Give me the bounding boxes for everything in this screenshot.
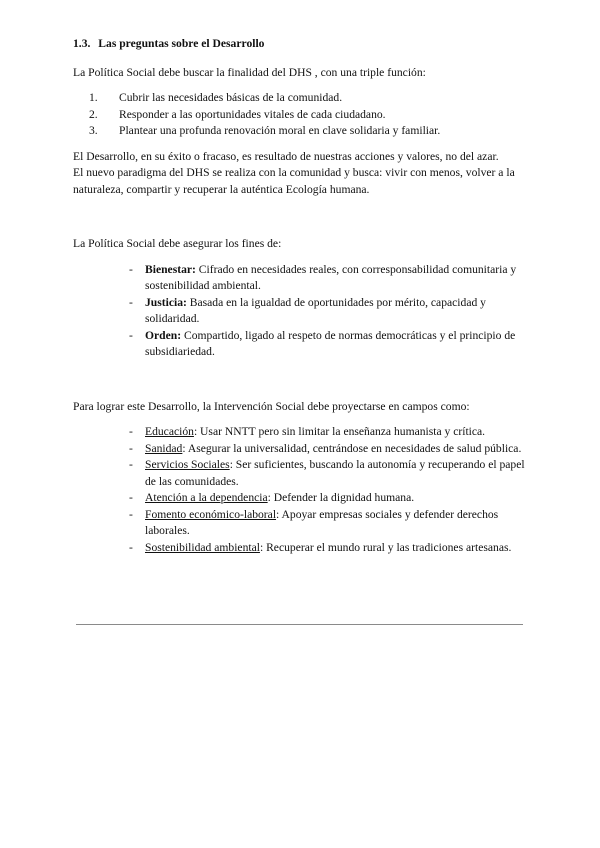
development-paragraph [73,149,528,199]
list-term: Educación [145,425,194,438]
section-heading [73,36,528,53]
section-title: Las preguntas sobre el Desarrollo [98,37,265,50]
list-item-text: : Defender la dignidad humana. [267,491,415,504]
list-item [129,457,528,490]
list-item-text: Responder a las oportunidades vitales de cada ciudadano. [119,107,386,121]
dash-bullet: - [129,458,133,471]
list-item-text: : Ser suficientes, buscando la autonomía y recuperando el papel de las comunidades. [145,458,525,488]
dash-bullet: - [129,328,133,342]
list-item [89,123,528,140]
list-item-text: Basada en la igualdad de oportunidades por mérito, capacidad y solidaridad. [145,295,486,325]
list-term: Sanidad [145,441,183,455]
list-item [129,540,528,557]
ends-intro: La Política Social debe asegurar los fines de: [73,237,282,250]
list-item-text: : Apoyar empresas sociales y defender derechos laborales. [145,507,499,537]
intro-paragraph: La Política Social debe buscar la finalidad del DHS , con una triple función: [73,65,426,79]
list-item [129,295,528,328]
list-item [129,507,528,540]
ends-list [73,262,528,361]
list-item [129,328,528,361]
list-number: 1. [89,91,98,104]
section-number: 1.3. [73,37,91,50]
dash-bullet: - [129,540,133,554]
fields-intro: Para lograr este Desarrollo, la Intervención Social debe proyectarse en campos como: [73,399,470,413]
list-item [129,262,528,295]
dash-bullet: - [129,491,133,504]
list-term: Fomento económico-laboral [145,507,277,521]
list-term: Bienestar: [145,262,196,276]
list-term: Justicia: [145,295,187,309]
list-item [89,107,528,124]
list-item-text: Plantear una profunda renovación moral en clave solidaria y familiar. [119,124,441,137]
list-term: Servicios Sociales [145,458,230,471]
fields-list [73,424,528,556]
dash-bullet: - [129,507,133,521]
dash-bullet: - [129,262,133,276]
list-term: Atención a la dependencia [145,491,268,504]
list-number: 2. [89,107,98,121]
paragraph-line: El nuevo paradigma del DHS se realiza con la comunidad y busca: vivir con menos, volver a la naturaleza, compartir y recuperar la auténtica Ecología humana. [73,166,515,196]
list-item [129,424,528,441]
list-item-text: : Asegurar la universalidad, centrándose en necesidades de salud pública. [182,441,522,455]
list-item-text: Cifrado en necesidades reales, con corresponsabilidad comunitaria y sostenibilidad ambiental. [145,262,517,292]
list-term: Orden: [145,328,182,342]
horizontal-divider [76,624,523,625]
list-item-text: : Recuperar el mundo rural y las tradiciones artesanas. [259,540,512,554]
list-item-text: Cubrir las necesidades básicas de la comunidad. [119,91,343,104]
dash-bullet: - [129,441,133,455]
list-item-text: Compartido, ligado al respeto de normas democráticas y el principio de subsidiariedad. [145,328,516,358]
dash-bullet: - [129,295,133,309]
list-item-text: : Usar NNTT pero sin limitar la enseñanza humanista y crítica. [193,425,486,438]
paragraph-line: El Desarrollo, en su éxito o fracaso, es resultado de nuestras acciones y valores, no del azar. [73,149,499,163]
list-item [129,441,528,458]
list-item [89,90,528,107]
list-item [129,490,528,507]
list-term: Sostenibilidad ambiental [145,540,260,554]
dash-bullet: - [129,425,133,438]
functions-list [73,90,528,140]
list-number: 3. [89,124,98,137]
document-page [73,36,528,594]
